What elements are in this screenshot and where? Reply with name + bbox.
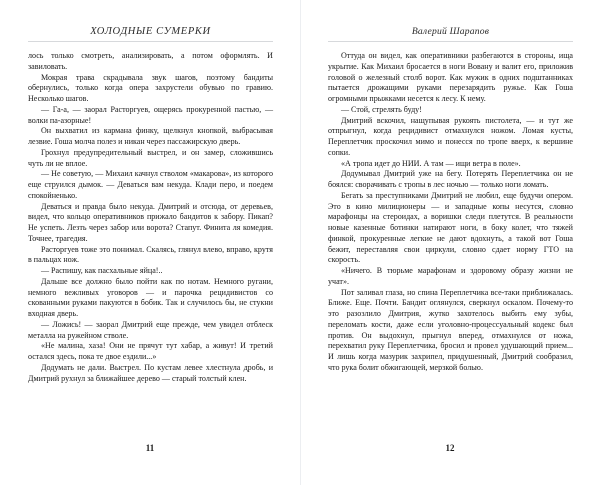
paragraph: Дмитрий вскочил, нащупывая рукоять пистолета, — и тут же отпрыгнул, когда рецидивист отмахнулся ножом. Ломая кусты, Переплетчик проскочил мимо и понесся по тропе вверх, к вершине сопки. <box>328 115 573 157</box>
paragraph: Оттуда он видел, как оперативники разбегаются в стороны, ища укрытие. Как Михаил бросается в ноги Вовану и валит его, приложив головой о железный столб ворот. Как мужик в одних подштанниках пытается дрожащими руками перезарядить ружье. Как Гоша огромными прыжками несется к лесу. К нему. <box>328 51 573 103</box>
paragraph: Додумать не дали. Выстрел. По кустам левее хлестнула дробь, и Дмитрий рухнул за ближайшее дерево — старый толстый клен. <box>28 362 273 383</box>
right-page-running-head: Валерий Шарапов <box>411 26 490 37</box>
left-page-number: 11 <box>145 443 155 453</box>
paragraph: Он выхватил из кармана финку, щелкнул кнопкой, выбрасывая лезвие. Гоша молча полез и никан через пассажирскую дверь. <box>28 126 273 146</box>
paragraph: Расторгуев тоже это понимал. Скалясь, глянул влево, вправо, крутя в пальцах нож. <box>28 244 273 265</box>
paragraph: Дальше все должно было пойти как по нотам. Немного ругани, немного вежливых уговоров — и парочка рецидивистов со скованными руками пакуются в бобик. Так и случилось бы, не стукни входная дверь. <box>28 276 273 318</box>
left-page-running-head: ХОЛОДНЫЕ СУМЕРКИ <box>90 26 211 37</box>
paragraph: — Не советую, — Михаил качнул стволом «макарова», из которого еще струился дымок. — Деваться вам некуда. Клади перо, и поедем спокойненько. <box>28 169 273 200</box>
paragraph: — Га-а, — заорал Расторгуев, ощерясь прокуренной пастью, — волки па-азорные! <box>28 104 273 125</box>
paragraph: Деваться и правда было некуда. Дмитрий и отсюда, от деревьев, видел, что кольцо оперативников прижало бандитов к забору. Пикап? Не успеть. Лезть через забор или ворота? Стапут. Финита ля комедия. Точнее, трагедия. <box>28 201 273 243</box>
paragraph: Додумывал Дмитрий уже на бегу. Потерять Переплетчика он не боялся: сворачивать с тропы в лес ночью — только ноги ломать. <box>328 169 573 189</box>
paragraph: Мокрая трава скрадывала звук шагов, поэтому бандиты обернулись, только когда опера захрустели обувью по гравию. Несколько шагов. <box>28 72 273 103</box>
paragraph: — Распишу, как пасхальные яйца!.. <box>41 266 163 275</box>
paragraph: — Ложись! — заорал Дмитрий еще прежде, чем увидел отблеск металла на ружейном стволе. <box>28 319 273 340</box>
paragraph: Бегать за преступниками Дмитрий не любил, еще будучи опером. Это в кино милиционеры — и западные копы несутся, словно марафонцы на стероидах, а воришки следи плетутся. В реальности новые казенные ботинки натирают ноги, в боку колет, что тяжей финкой, прокуренные легкие не дают вдохнуть, а такой вот Гоша бежит, переставляя свои циркули, словно сдает норму ГТО на скорость. <box>328 190 573 265</box>
paragraph: лось только смотреть, анализировать, а потом оформлять. И завиловать. <box>28 51 273 71</box>
right-page-number: 12 <box>445 443 455 453</box>
right-page-body-text <box>328 51 573 374</box>
paragraph: Пот заливал глаза, но спина Переплетчика все-таки приближалась. Ближе. Еще. Почти. Бандит оглянулся, сверкнул оскалом. Почему-то это разозлило Дмитрия, жутко захотелось выбить ему зубы, переломать кости, даже если уголовно-процессуальный кодекс был против. Он выдохнул, прыгнул вперед, отмахнулся от ножа, перехватил руку Переплетчика, бросил и провел удушающий прием... И лишь когда мазурик захрипел, придушенный, Дмитрий сообразил, что рука болит обжигающей, мерзкой болью. <box>328 287 573 372</box>
paragraph: Грохнул предупредительный выстрел, и он замер, сложившись чуть ли не вплое. <box>28 147 273 168</box>
right-page-header-rule <box>328 41 573 42</box>
left-page-header-rule <box>28 41 273 42</box>
right-page <box>300 0 600 485</box>
paragraph: «А тропа идет до НИИ. А там — ищи ветра в поле». <box>341 158 521 168</box>
paragraph: «Ничего. В тюрьме марафонам и здоровому образу жизни не учат». <box>328 266 573 286</box>
paragraph: «Не малина, хаза! Они не прячут тут хабар, а живут! И третий остался здесь, пока те двое ездили...» <box>28 341 273 361</box>
paragraph: — Стой, стрелять буду! <box>341 104 422 114</box>
left-page-body-text <box>28 51 273 384</box>
